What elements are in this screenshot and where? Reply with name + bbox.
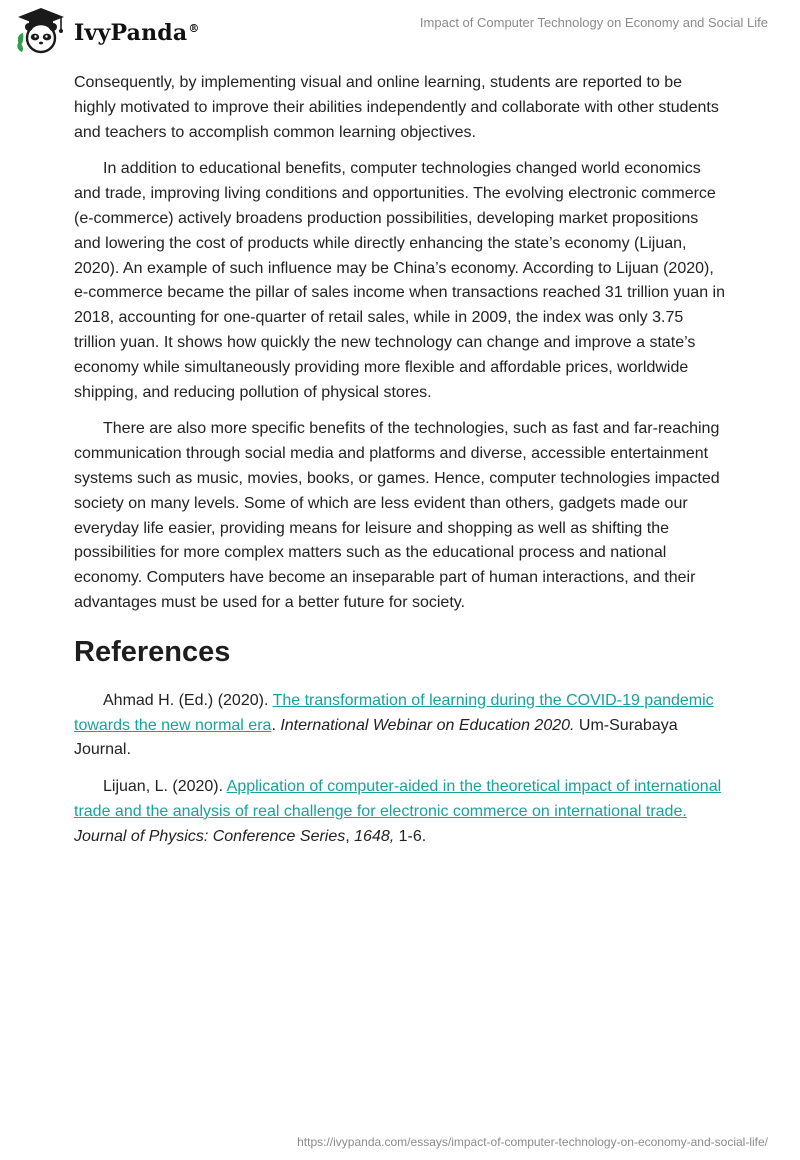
ivypanda-logo[interactable]: [14, 6, 200, 56]
reference-link[interactable]: The transformation of learning during the COVID-19 pandemic towards the new normal era: [74, 691, 714, 734]
reference-item: Ahmad H. (Ed.) (2020). The transformation of learning during the COVID-19 pandemic towards the new normal era. International Webinar on Education 2020. Um-Surabaya Journal.: [74, 691, 714, 759]
reference-item: Lijuan, L. (2020). Application of computer-aided in the theoretical impact of international trade and the analysis of real challenge for electronic commerce on international trade. Journal of Physics: Conference Series, 1648, 1-6.: [74, 778, 722, 845]
essay-content: [74, 71, 726, 862]
body-paragraph-2: In addition to educational benefits, computer technologies changed world economics and trade, improving living conditions and opportunities. The evolving electronic commerce (e-commerce) actively broadens production possibilities, developing market propositions and lowering the cost of products while directly enhancing the state’s economy (Lijuan, 2020). An example of such influence may be China’s economy. According to Lijuan (2020), e-commerce became the pillar of sales income when transactions reached 31 trillion yuan in 2018, accounting for one-quarter of retail sales, while in 2009, the index was only 3.75 trillion yuan. It shows how quickly the new technology can change and improve a state’s economy while simultaneously providing more flexible and affordable prices, worldwide shipping, and reducing pollution of physical stores.: [74, 160, 725, 401]
panda-graduate-icon: [14, 6, 68, 56]
brand-name: IvyPanda®: [74, 20, 200, 46]
references-heading: References: [74, 635, 231, 668]
body-paragraph-1: Consequently, by implementing visual and online learning, students are reported to be highly motivated to improve their abilities independently and collaborate with other students and teachers to accomplish common learning objectives.: [74, 74, 719, 141]
reference-link[interactable]: Application of computer-aided in the theoretical impact of international trade and the analysis of real challenge for electronic commerce on international trade.: [74, 778, 722, 820]
body-paragraph-3: There are also more specific benefits of the technologies, such as fast and far-reaching communication through social media and platforms and diverse, accessible entertainment systems such as music, movies, books, or games. Hence, computer technologies impacted society on many levels. Some of which are less evident than others, gadgets made our everyday life easier, providing means for leisure and shopping as well as shifting the possibilities for more complex matters such as the educational process and national economy. Computers have become an inseparable part of human interactions, and their advantages must be used for a better future for society.: [74, 420, 720, 611]
source-url[interactable]: https://ivypanda.com/essays/impact-of-computer-technology-on-economy-and-social-life/: [297, 1135, 768, 1149]
document-title: Impact of Computer Technology on Economy and Social Life: [419, 15, 768, 30]
page-header: [0, 0, 800, 60]
